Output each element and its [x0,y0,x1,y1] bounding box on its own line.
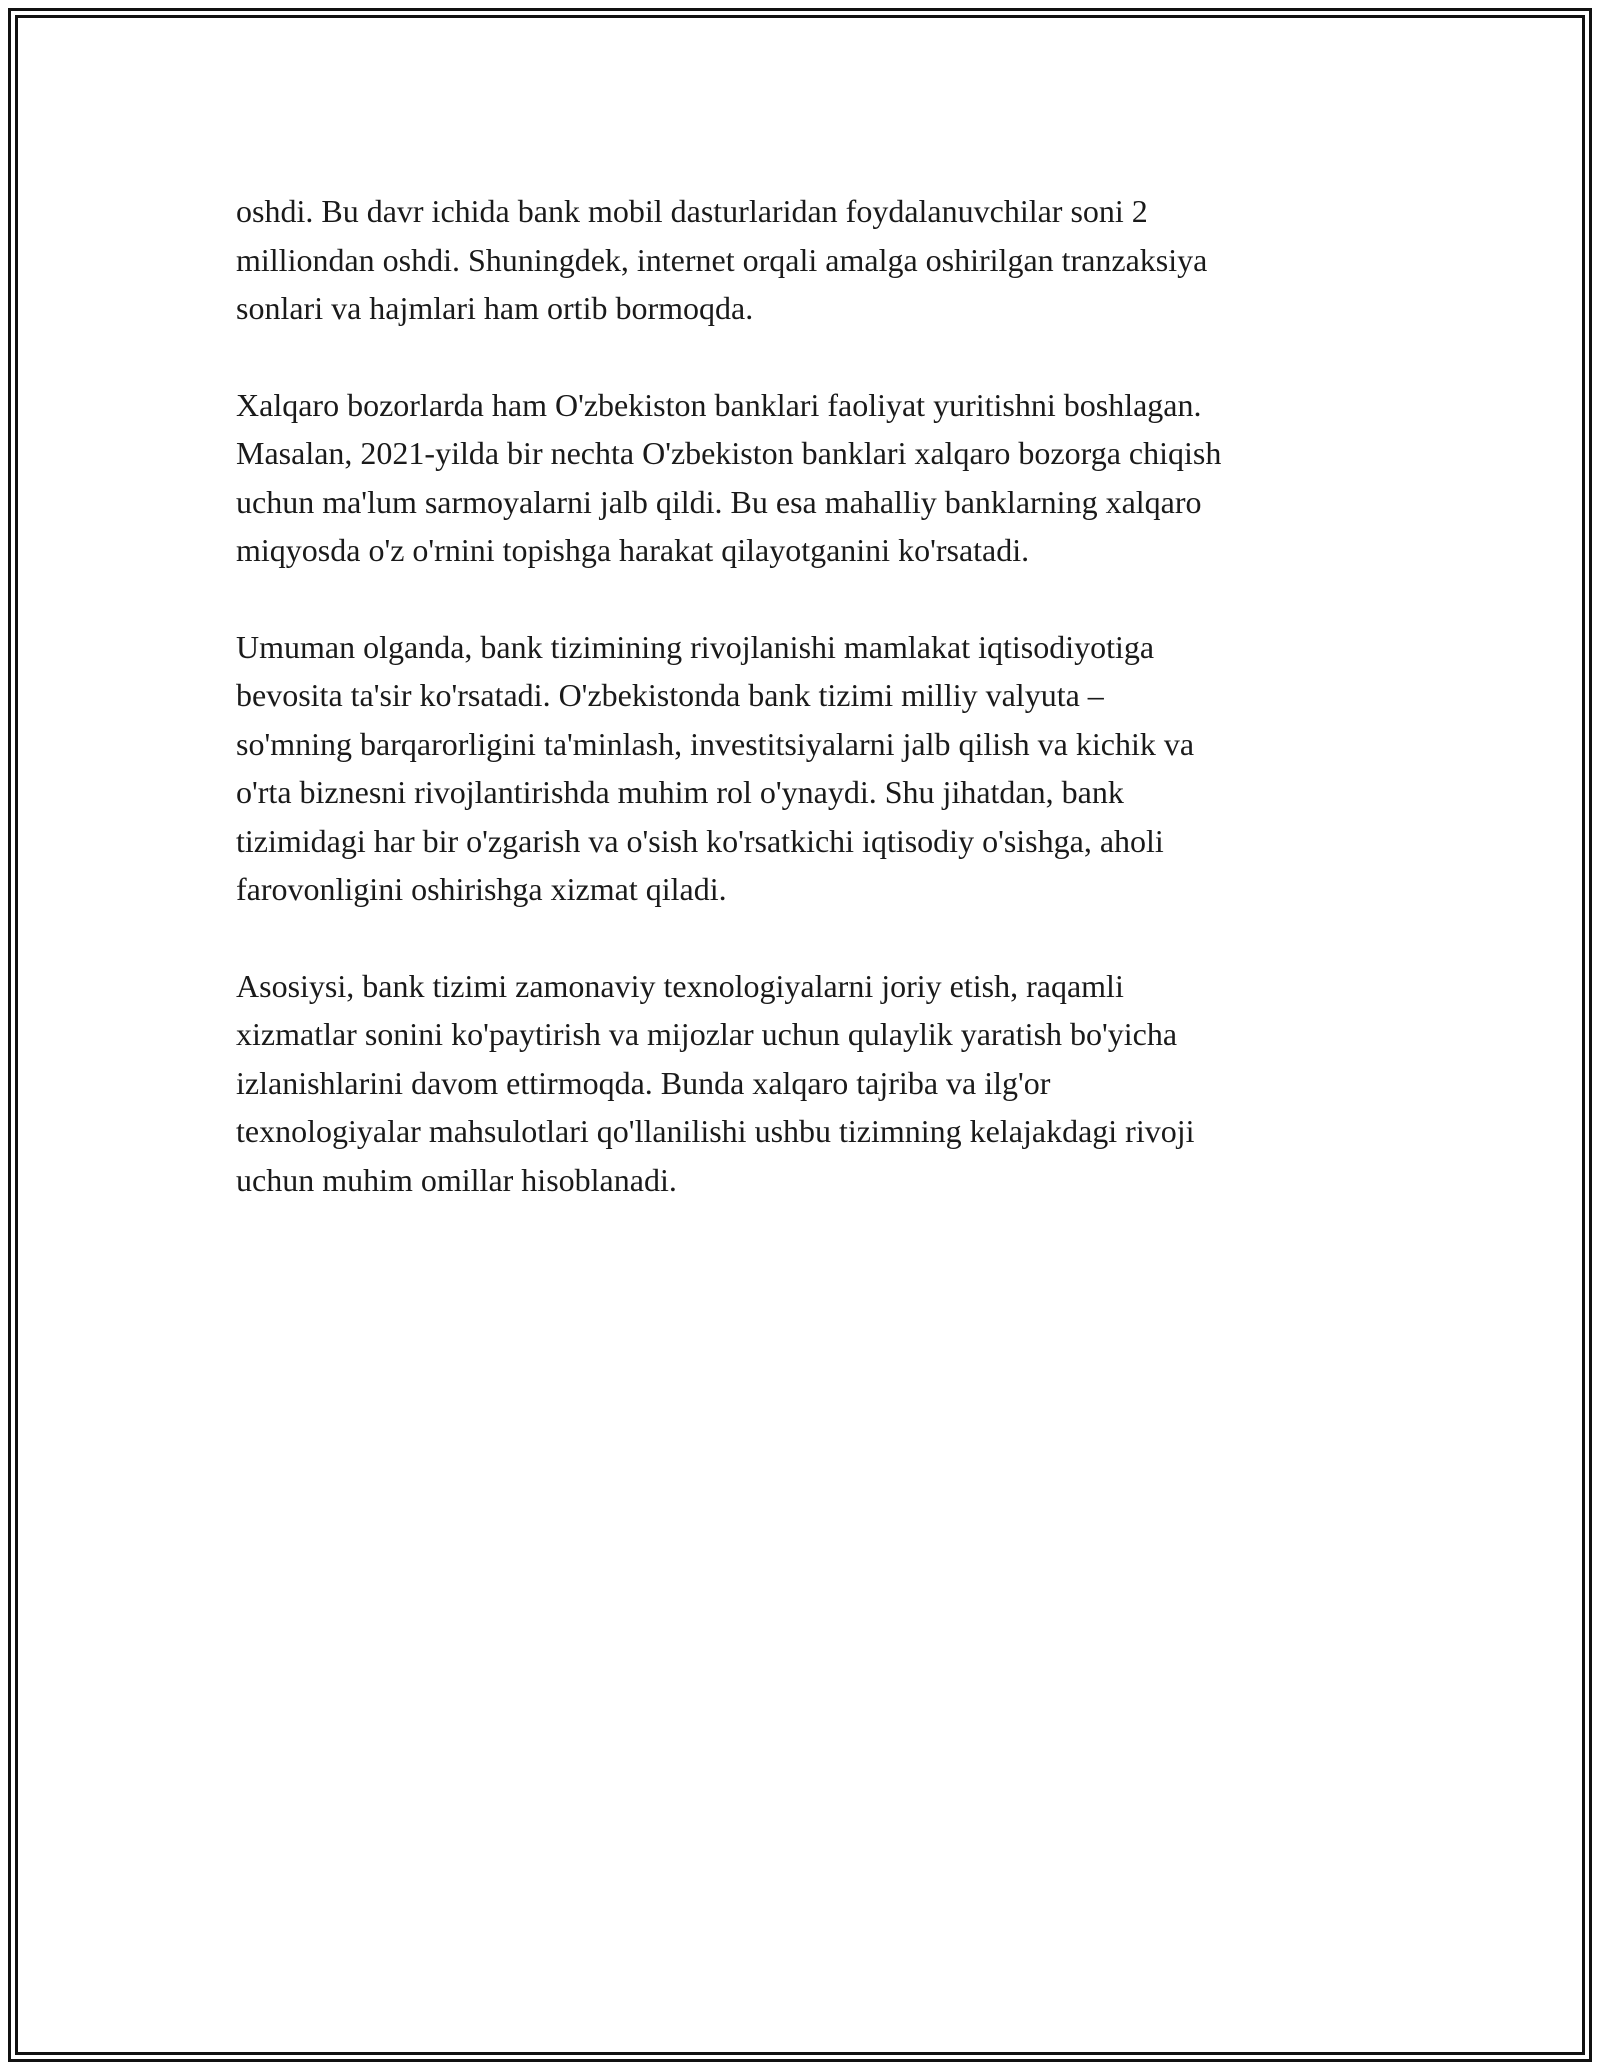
text-line: Xalqaro bozorlarda ham O'zbekiston banklari faoliyat yuritishni boshlagan. [236,386,1202,423]
text-line: oshdi. Bu davr ichida bank mobil dasturlaridan foydalanuvchilar soni 2 [236,193,1148,229]
text-line: miqyosda o'z o'rnini topishga harakat qilayotganini ko'rsatadi. [236,532,1030,568]
text-line: farovonligini oshirishga xizmat qiladi. [236,871,727,907]
text-line: uchun muhim omillar hisoblanadi. [236,1161,677,1198]
text-line: milliondan oshdi. Shuningdek, internet orqali amalga oshirilgan tranzaksiya [236,241,1208,278]
text-line: texnologiyalar mahsulotlari qo'llanilishi ushbu tizimning kelajakdagi rivoji [236,1113,1195,1149]
text-line: Asosiysi, bank tizimi zamonaviy texnologiyalarni joriy etish, raqamli [236,967,1124,1004]
paragraph-1 [236,187,1396,333]
paragraph-2 [236,381,1396,575]
text-line: uchun ma'lum sarmoyalarni jalb qildi. Bu esa mahalliy banklarning xalqaro [236,483,1202,520]
text-line: bevosita ta'sir ko'rsatadi. O'zbekistonda bank tizimi milliy valyuta – [236,677,1104,713]
text-line: sonlari va hajmlari ham ortib bormoqda. [236,290,754,326]
paragraph-3 [236,623,1396,914]
text-line: izlanishlarini davom ettirmoqda. Bunda xalqaro tajriba va ilg'or [236,1064,1051,1101]
text-line: xizmatlar sonini ko'paytirish va mijozlar uchun qulaylik yaratish bo'yicha [236,1016,1178,1052]
text-line: so'mning barqarorligini ta'minlash, investitsiyalarni jalb qilish va kichik va [236,725,1195,762]
text-line: o'rta biznesni rivojlantirishda muhim rol o'ynaydi. Shu jihatdan, bank [236,774,1124,810]
document-body [236,187,1396,1252]
text-line: Umuman olganda, bank tizimining rivojlanishi mamlakat iqtisodiyotiga [236,628,1155,665]
text-line: Masalan, 2021-yilda bir nechta O'zbekiston banklari xalqaro bozorga chiqish [236,435,1222,471]
text-line: tizimidagi har bir o'zgarish va o'sish ko'rsatkichi iqtisodiy o'sishga, aholi [236,822,1164,859]
paragraph-4 [236,962,1396,1205]
